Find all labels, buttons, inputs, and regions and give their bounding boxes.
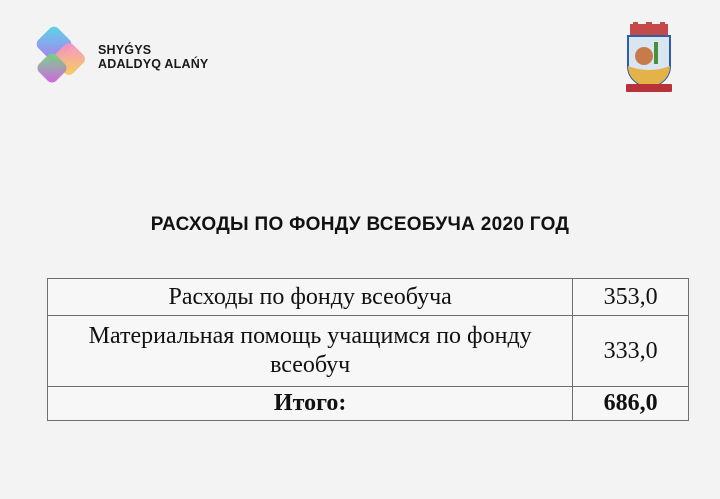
page-title: РАСХОДЫ ПО ФОНДУ ВСЕОБУЧА 2020 ГОД (150, 214, 570, 235)
table-row (48, 279, 689, 316)
row-label: Расходы по фонду всеобуча (48, 279, 573, 316)
brand-name (98, 43, 208, 71)
total-label: Итого: (48, 387, 573, 421)
brand-name-line2: ADALDYQ ALAŃY (98, 57, 209, 71)
total-row (48, 387, 689, 421)
brand-logo-icon (34, 22, 92, 90)
row-label: Материальная помощь учащимся по фонду всеобуч (48, 316, 573, 387)
row-value: 353,0 (573, 279, 689, 316)
row-value: 333,0 (573, 316, 689, 387)
coat-of-arms-icon (620, 22, 678, 94)
expenses-table (47, 278, 689, 421)
table-row (48, 316, 689, 387)
brand-name-line1: SHYǴYS (98, 43, 152, 57)
total-value: 686,0 (573, 387, 689, 421)
